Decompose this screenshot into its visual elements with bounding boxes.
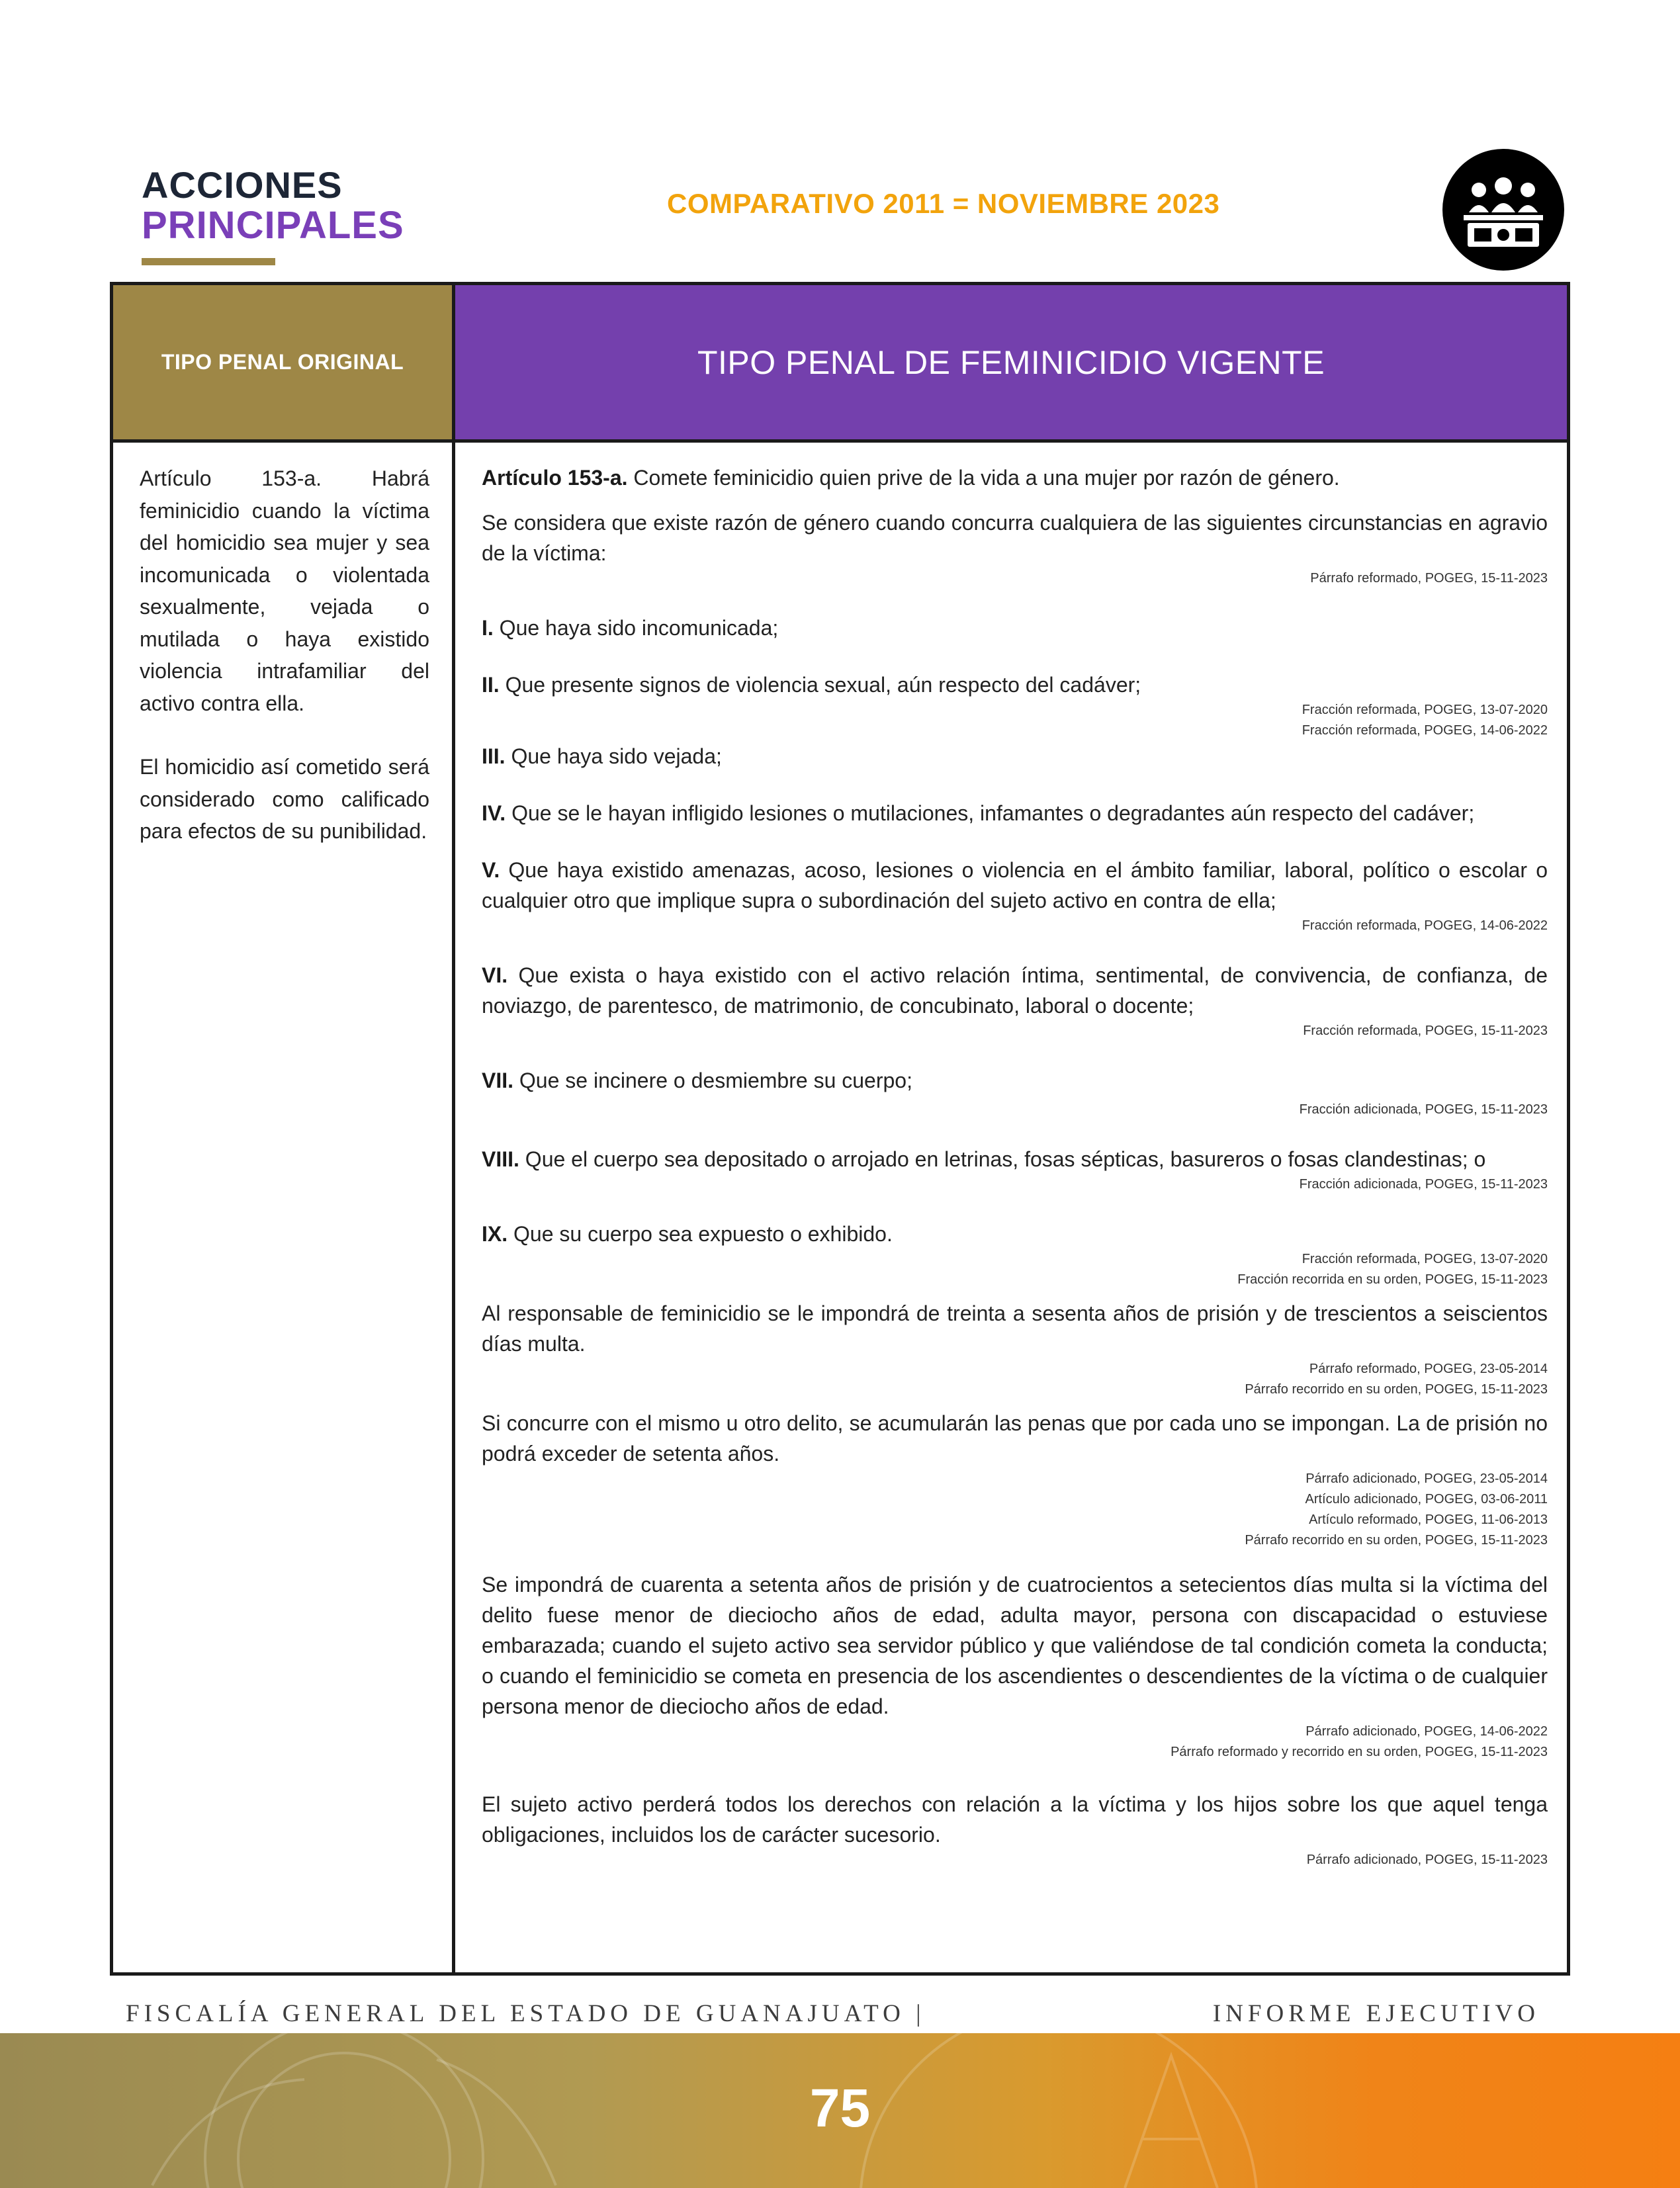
fraction-item	[482, 855, 1548, 916]
courtroom-icon	[1442, 149, 1564, 271]
concurrence-paragraph: Si concurre con el mismo u otro delito, se acumularán las penas que por cada uno se impongan. La de prisión no podrá exceder de setenta años.	[482, 1411, 1548, 1466]
amendment-note: Fracción recorrida en su orden, POGEG, 15-11-2023	[1237, 1272, 1548, 1287]
header-divider	[113, 439, 1567, 443]
amendment-note: Párrafo adicionado, POGEG, 15-11-2023	[1306, 1853, 1548, 1867]
amendment-note: Párrafo adicionado, POGEG, 23-05-2014	[1305, 1471, 1548, 1486]
title-line-2: PRINCIPALES	[142, 204, 404, 247]
article-label: Artículo 153-a.	[482, 466, 628, 490]
fraction-number: VII.	[482, 1069, 514, 1092]
fraction-text: Que presente signos de violencia sexual, aún respecto del cadáver;	[499, 673, 1141, 697]
header-title	[142, 164, 404, 247]
fraction-item	[482, 613, 1548, 643]
fraction-item	[482, 960, 1548, 1021]
fraction-item	[482, 1219, 1548, 1249]
fraction-text: Que haya existido amenazas, acoso, lesiones o violencia en el ámbito familiar, laboral, político o escolar o cualquier otro que implique supra o subordinación del sujeto activo en contra de ella;	[482, 858, 1548, 912]
amendment-note: Párrafo adicionado, POGEG, 14-06-2022	[1305, 1724, 1548, 1739]
fraction-text: Que se incinere o desmiembre su cuerpo;	[513, 1069, 912, 1092]
aggravated-penalty-paragraph: Se impondrá de cuarenta a setenta años de prisión y de cuatrocientos a setecientos días multa si la víctima del delito fuese menor de dieciocho años de edad, adulta mayor, persona con discapacidad o estuviese embarazada; cuando el sujeto activo sea servidor público y que valiéndose de tal condición cometa la conducta; o cuando el feminicidio se cometa en presencia de los ascendientes o descendientes de la víctima o de cualquier persona menor de dieciocho años de edad.	[482, 1573, 1548, 1718]
amendment-note: Fracción reformada, POGEG, 15-11-2023	[1303, 1024, 1548, 1038]
fraction-text: Que exista o haya existido con el activo relación íntima, sentimental, de convivencia, de confianza, de noviazgo, de parentesco, de matrimonio, de concubinato, laboral o docente;	[482, 963, 1548, 1018]
amendment-note: Párrafo reformado y recorrido en su orden, POGEG, 15-11-2023	[1171, 1745, 1548, 1759]
column-divider	[452, 285, 455, 1972]
original-paragraph: Artículo 153-a. Habrá feminicidio cuando la víctima del homicidio sea mujer y sea incomunicada o violentada sexualmente, vejada o mutilada o haya existido violencia intrafamiliar del activo contra ella.	[140, 466, 429, 715]
comparison-heading: COMPARATIVO 2011 = NOVIEMBRE 2023	[667, 188, 1220, 219]
fraction-item	[482, 1065, 1548, 1096]
fraction-number: VI.	[482, 963, 508, 987]
amendment-note: Párrafo recorrido en su orden, POGEG, 15-11-2023	[1245, 1533, 1548, 1548]
fraction-number: IX.	[482, 1222, 508, 1246]
title-line-1: ACCIONES	[142, 164, 343, 206]
article-statement	[482, 462, 1548, 493]
fraction-item	[482, 741, 1548, 771]
title-underline	[142, 258, 275, 265]
fraction-number: V.	[482, 858, 500, 882]
fraction-text: Que haya sido vejada;	[505, 744, 722, 768]
amendment-note: Párrafo recorrido en su orden, POGEG, 15-11-2023	[1245, 1382, 1548, 1397]
amendment-note: Párrafo reformado, POGEG, 23-05-2014	[1309, 1362, 1548, 1376]
amendment-note: Fracción adicionada, POGEG, 15-11-2023	[1299, 1102, 1548, 1117]
amendment-note: Fracción adicionada, POGEG, 15-11-2023	[1299, 1177, 1548, 1192]
article-text: Comete feminicidio quien prive de la vida a una mujer por razón de género.	[627, 466, 1340, 490]
fraction-number: III.	[482, 744, 506, 768]
amendment-note: Párrafo reformado, POGEG, 15-11-2023	[1310, 571, 1548, 586]
original-header-text: TIPO PENAL ORIGINAL	[161, 350, 404, 374]
fraction-text: Que se le hayan infligido lesiones o mutilaciones, infamantes o degradantes aún respecto del cadáver;	[506, 801, 1475, 825]
page-number: 75	[809, 2078, 871, 2138]
amendment-note: Fracción reformada, POGEG, 14-06-2022	[1302, 918, 1548, 933]
intro-paragraph: Se considera que existe razón de género cuando concurra cualquiera de las siguientes circunstancias en agravio de la víctima:	[482, 511, 1548, 565]
fraction-item	[482, 1144, 1548, 1174]
fraction-item	[482, 798, 1548, 828]
amendment-note: Artículo adicionado, POGEG, 03-06-2011	[1305, 1492, 1548, 1507]
current-text-column	[482, 462, 1548, 1870]
penalty-paragraph: Al responsable de feminicidio se le impondrá de treinta a sesenta años de prisión y de trescientos a seiscientos días multa.	[482, 1301, 1548, 1356]
original-text-column	[140, 462, 429, 879]
amendment-note: Fracción reformada, POGEG, 13-07-2020	[1302, 1252, 1548, 1266]
original-paragraph: El homicidio así cometido será considerado como calificado para efectos de su punibilidad.	[140, 755, 429, 843]
footer-institution: FISCALÍA GENERAL DEL ESTADO DE GUANAJUATO |	[126, 2000, 926, 2027]
fraction-number: VIII.	[482, 1147, 519, 1171]
fraction-text: Que su cuerpo sea expuesto o exhibido.	[508, 1222, 893, 1246]
current-column-header	[455, 285, 1567, 439]
fraction-text: Que el cuerpo sea depositado o arrojado en letrinas, fosas sépticas, basureros o fosas clandestinas; o	[519, 1147, 1486, 1171]
rights-loss-paragraph: El sujeto activo perderá todos los derechos con relación a la víctima y los hijos sobre los que aquel tenga obligaciones, incluidos los de carácter sucesorio.	[482, 1792, 1548, 1847]
footer-report-title: INFORME EJECUTIVO	[1212, 2000, 1540, 2027]
original-column-header	[113, 285, 452, 439]
amendment-note: Fracción reformada, POGEG, 13-07-2020	[1302, 703, 1548, 717]
fraction-number: II.	[482, 673, 500, 697]
amendment-note: Fracción reformada, POGEG, 14-06-2022	[1302, 723, 1548, 738]
fraction-number: IV.	[482, 801, 506, 825]
fraction-text: Que haya sido incomunicada;	[493, 616, 779, 640]
current-header-text: TIPO PENAL DE FEMINICIDIO VIGENTE	[697, 343, 1325, 381]
amendment-note: Artículo reformado, POGEG, 11-06-2013	[1309, 1512, 1548, 1527]
fraction-item	[482, 670, 1548, 700]
comparison-table	[110, 282, 1570, 1976]
fraction-number: I.	[482, 616, 494, 640]
